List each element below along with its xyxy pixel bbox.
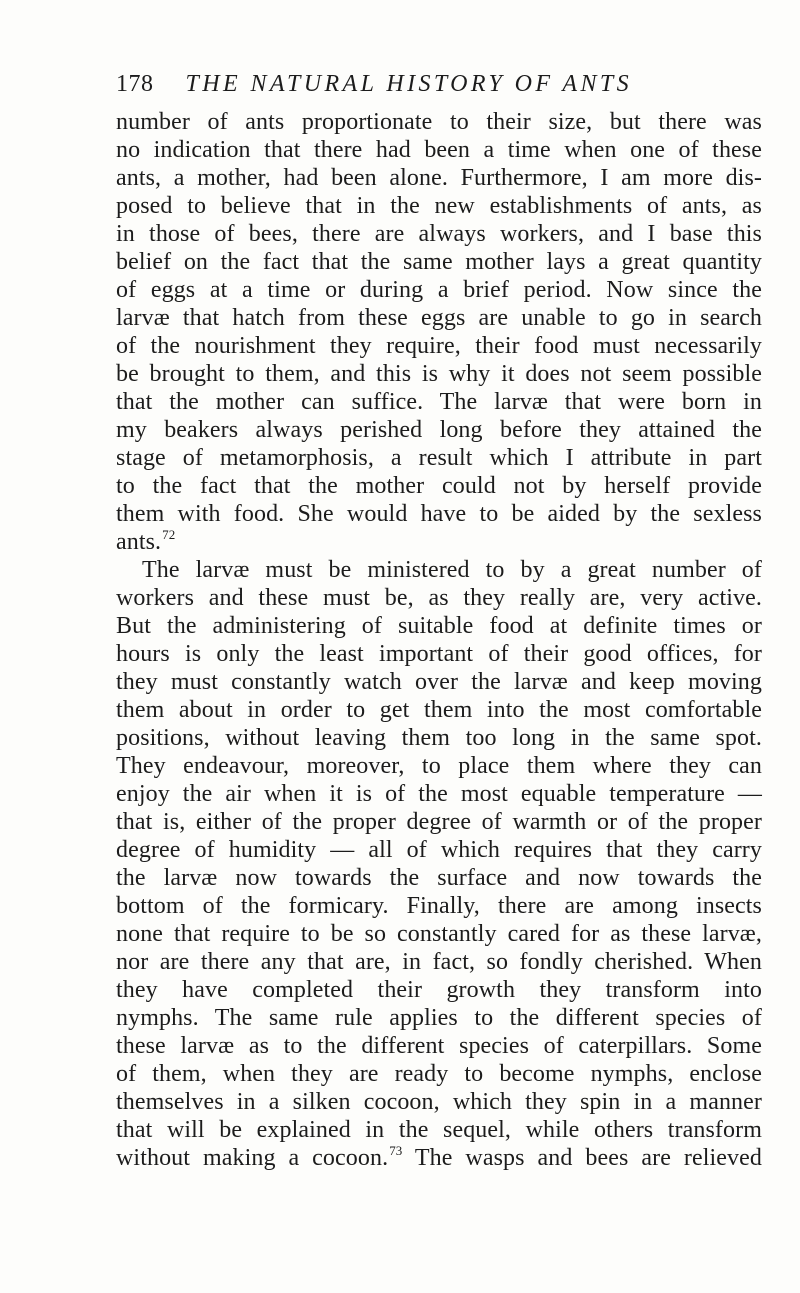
text-line: my beakers always perished long before they attained the [116, 417, 762, 443]
text-line: of them, when they are ready to become nymphs, enclose [116, 1061, 762, 1087]
running-title: THE NATURAL HISTORY OF ANTS [185, 71, 633, 97]
text-line: belief on the fact that the same mother lays a great quantity [116, 249, 762, 275]
text-line: number of ants proportionate to their size, but there was [116, 109, 762, 135]
text-line: that the mother can suffice. The larvæ that were born in [116, 389, 762, 415]
text-line: enjoy the air when it is of the most equable temperature — [116, 781, 762, 807]
paragraph-start-line: The larvæ must be ministered to by a great number of [142, 557, 762, 583]
text-line: these larvæ as to the different species of caterpillars. Some [116, 1033, 762, 1059]
text-line: of the nourishment they require, their food must necessarily [116, 333, 762, 359]
text-line: they have completed their growth they transform into [116, 977, 762, 1003]
page-number: 178 [116, 71, 154, 97]
text-line: no indication that there had been a time when one of these [116, 137, 762, 163]
body-text [116, 108, 762, 1172]
text-line: But the administering of suitable food at definite times or [116, 613, 762, 639]
text-fragment: without making a cocoon. [116, 1145, 389, 1171]
footnote-ref-73[interactable]: 73 [389, 1143, 403, 1158]
text-line: degree of humidity — all of which requires that they carry [116, 837, 762, 863]
footnote-ref-72[interactable]: 72 [162, 527, 176, 542]
text-fragment: ants. [116, 529, 162, 555]
text-line: positions, without leaving them too long in the same spot. [116, 725, 762, 751]
running-head [116, 66, 756, 102]
text-line: nor are there any that are, in fact, so fondly cherished. When [116, 949, 762, 975]
text-line: themselves in a silken cocoon, which they spin in a manner [116, 1089, 762, 1115]
text-line: them with food. She would have to be aided by the sexless [116, 501, 762, 527]
text-line: They endeavour, moreover, to place them where they can [116, 753, 762, 779]
text-line: they must constantly watch over the larvæ and keep moving [116, 669, 762, 695]
text-line: that is, either of the proper degree of warmth or of the proper [116, 809, 762, 835]
text-fragment: The wasps and bees are relieved [402, 1145, 763, 1171]
text-line: bottom of the formicary. Finally, there are among insects [116, 893, 762, 919]
text-line: ants, a mother, had been alone. Furthermore, I am more dis- [116, 165, 762, 191]
text-line: that will be explained in the sequel, while others transform [116, 1117, 762, 1143]
text-line: none that require to be so constantly cared for as these larvæ, [116, 921, 762, 947]
paragraph-end-line [116, 528, 762, 556]
text-line: posed to believe that in the new establishments of ants, as [116, 193, 762, 219]
text-line-with-note [116, 1144, 762, 1172]
text-line: to the fact that the mother could not by herself provide [116, 473, 762, 499]
text-line: of eggs at a time or during a brief period. Now since the [116, 277, 762, 303]
text-line: nymphs. The same rule applies to the different species of [116, 1005, 762, 1031]
text-line: the larvæ now towards the surface and now towards the [116, 865, 762, 891]
text-line: stage of metamorphosis, a result which I attribute in part [116, 445, 762, 471]
text-line: workers and these must be, as they really are, very active. [116, 585, 762, 611]
text-line: them about in order to get them into the most comfortable [116, 697, 762, 723]
text-line: larvæ that hatch from these eggs are unable to go in search [116, 305, 762, 331]
text-line: in those of bees, there are always workers, and I base this [116, 221, 762, 247]
text-line: be brought to them, and this is why it does not seem possible [116, 361, 762, 387]
text-line: hours is only the least important of their good offices, for [116, 641, 762, 667]
